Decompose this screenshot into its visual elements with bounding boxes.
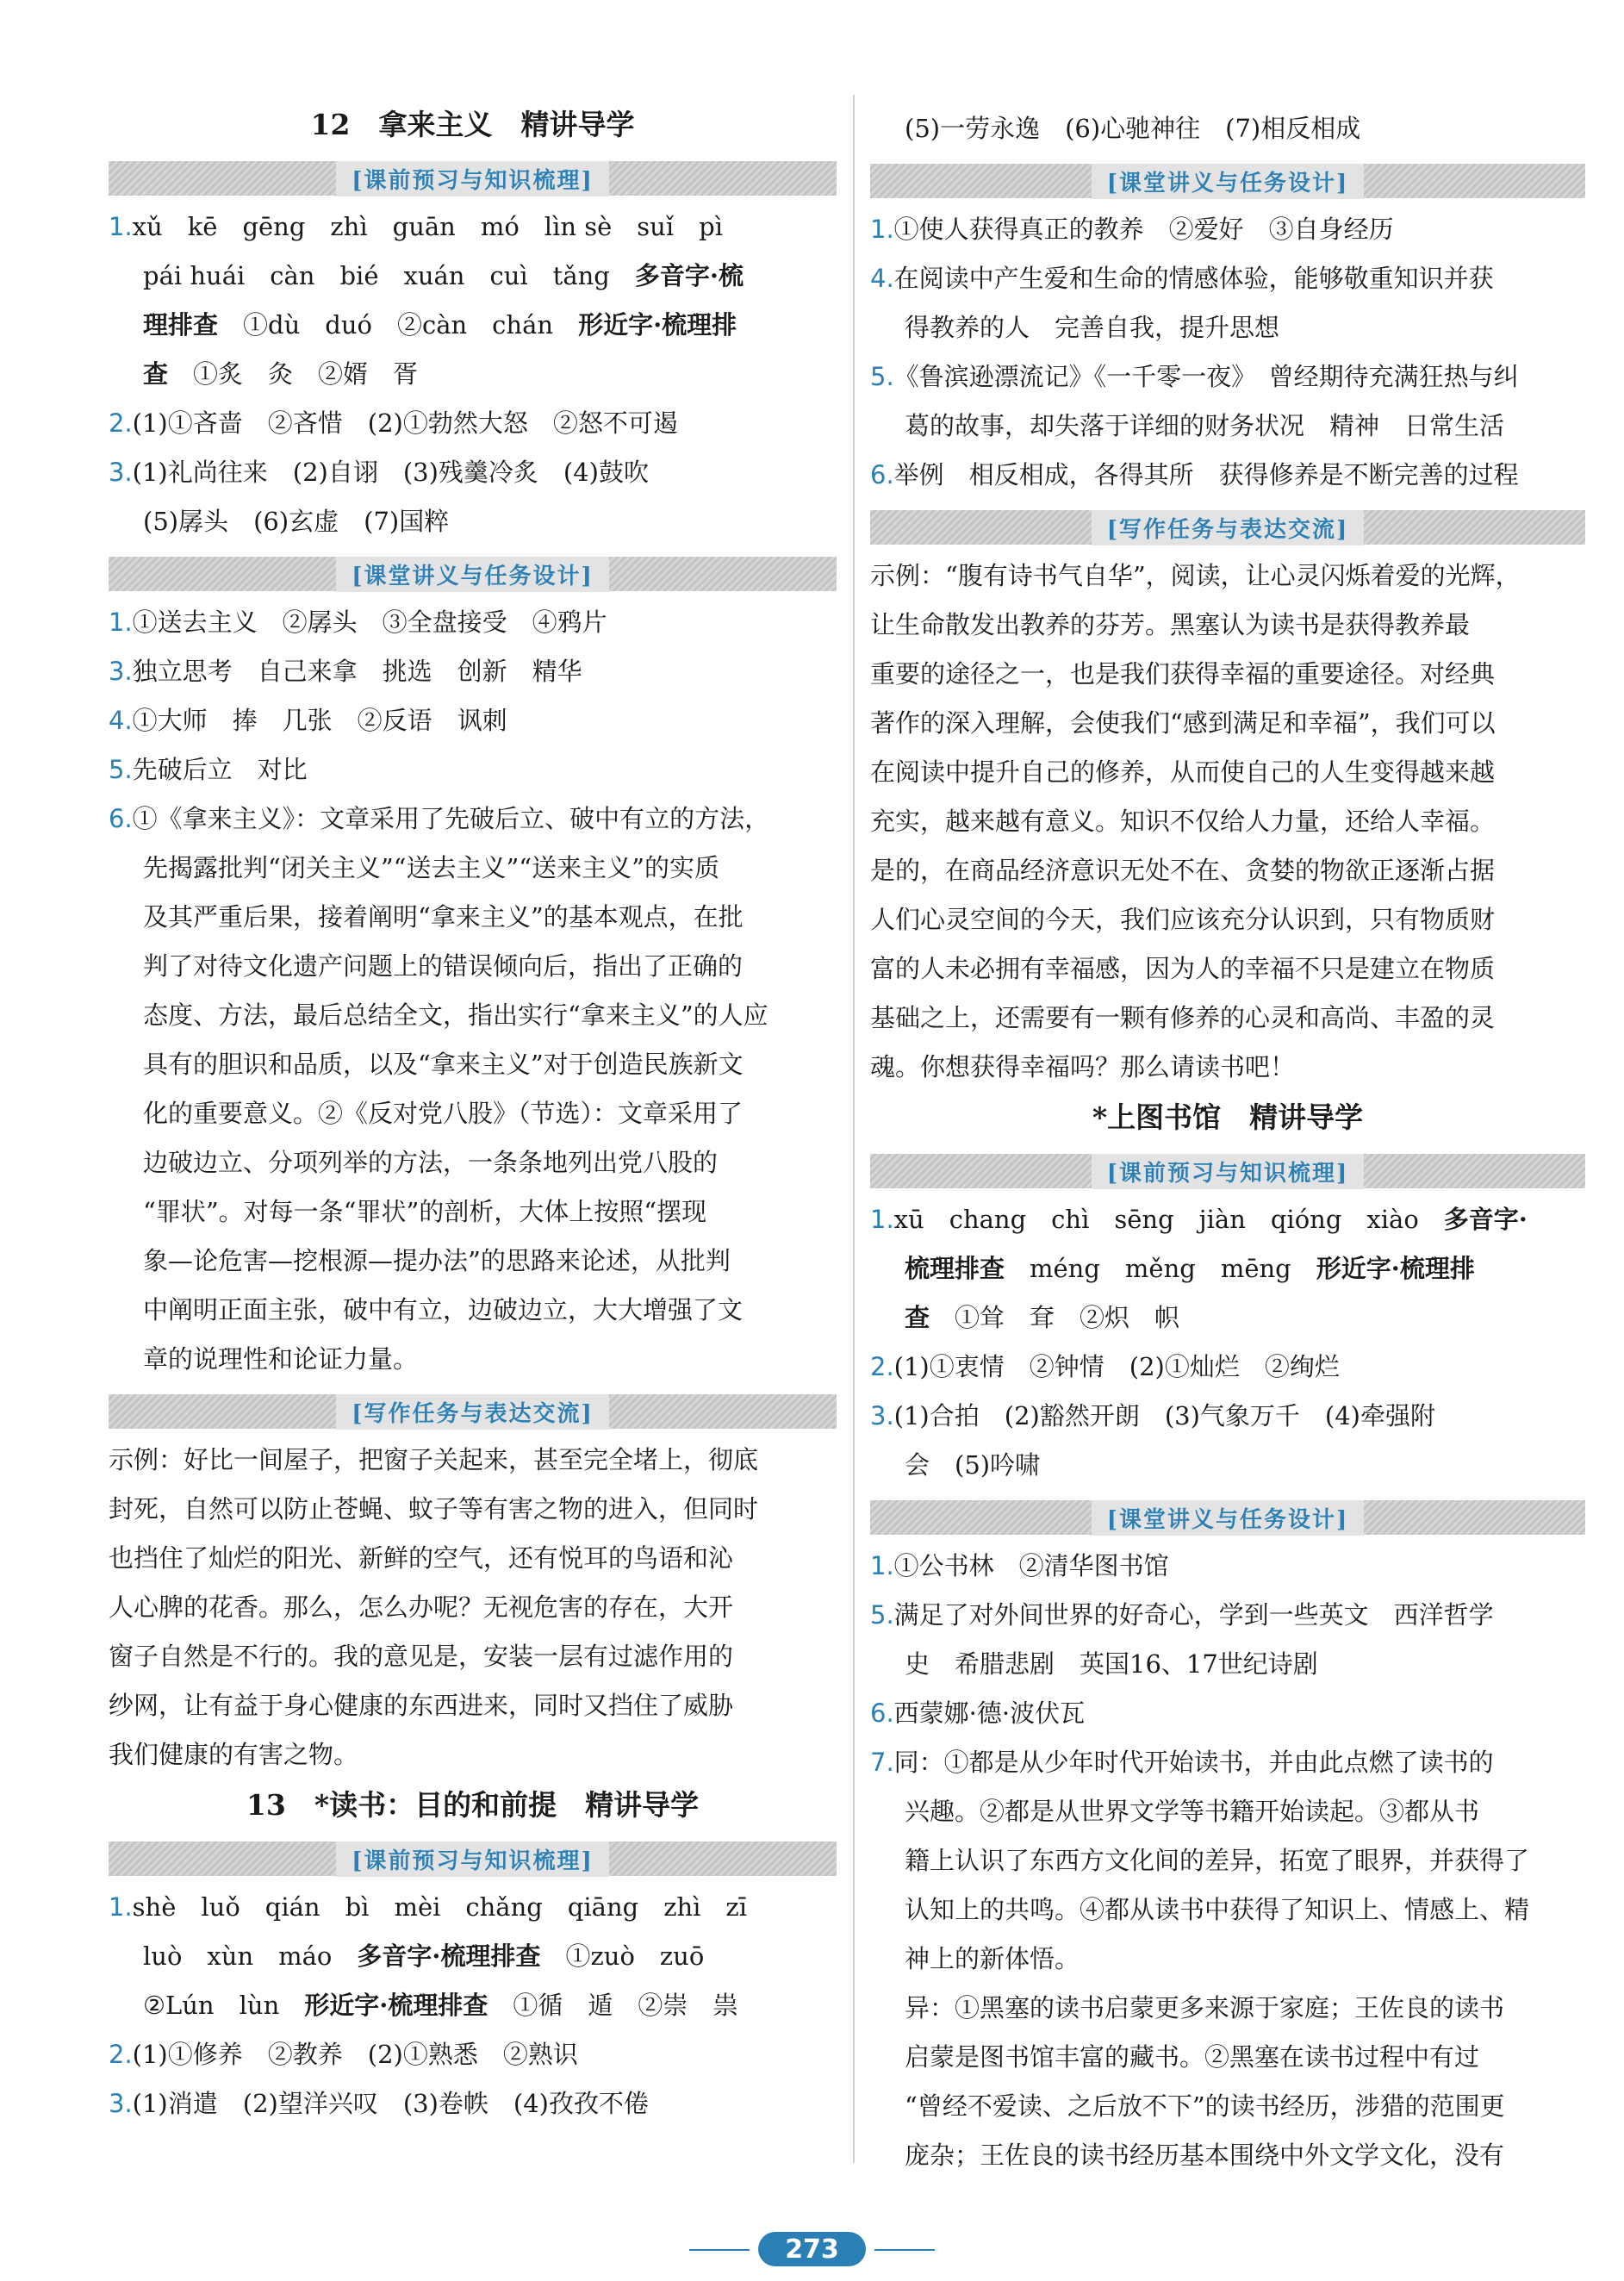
- answer-line: 6.举例 相反相成，各得其所 获得修养是不断完善的过程: [870, 460, 1519, 489]
- answer-line: 人心脾的花香。那么，怎么办呢？无视危害的存在，大开: [109, 1592, 734, 1622]
- section-bar: [写作任务与表达交流]: [870, 510, 1585, 545]
- answer-line: 富的人未必拥有幸福感，因为人的幸福不只是建立在物质: [870, 954, 1496, 983]
- answer-line: 1.xū chang chì sēng jiàn qióng xiào 多音字·: [870, 1205, 1528, 1234]
- section-bar: [课前预习与知识梳理]: [870, 1154, 1585, 1188]
- answer-line: 异：①黑塞的读书启蒙更多来源于家庭；王佐良的读书: [905, 1993, 1505, 2022]
- answer-line: 重要的途径之一，也是我们获得幸福的重要途径。对经典: [870, 659, 1496, 689]
- answer-line: 史 希腊悲剧 英国16、17世纪诗剧: [905, 1649, 1318, 1679]
- answer-line: 1.shè luǒ qián bì mèi chǎng qiāng zhì zī: [109, 1892, 747, 1922]
- answer-line: 示例：好比一间屋子，把窗子关起来，甚至完全堵上，彻底: [109, 1445, 759, 1474]
- answer-line: 章的说理性和论证力量。: [143, 1344, 419, 1374]
- section-bar: [写作任务与表达交流]: [109, 1394, 837, 1429]
- answer-line: 1.①送去主义 ②孱头 ③全盘接受 ④鸦片: [109, 608, 607, 637]
- answer-line: 3.独立思考 自己来拿 挑选 创新 精华: [109, 657, 582, 686]
- answer-line: 查 ①耸 耷 ②炽 帜: [905, 1303, 1180, 1332]
- section-bar: [课前预习与知识梳理]: [109, 1842, 837, 1876]
- answer-line: 6.①《拿来主义》：文章采用了先破后立、破中有立的方法，: [109, 804, 770, 833]
- answer-line: 3.(1)合拍 (2)豁然开朗 (3)气象万千 (4)牵强附: [870, 1401, 1435, 1430]
- answer-line: 魂。你想获得幸福吗？那么请读书吧！: [870, 1052, 1296, 1081]
- answer-line: 象—论危害—挖根源—提办法”的思路来论述，从批判: [143, 1246, 731, 1275]
- answer-line: 兴趣。②都是从世界文学等书籍开始读起。③都从书: [905, 1797, 1480, 1826]
- answer-line: 著作的深入理解，会使我们“感到满足和幸福”，我们可以: [870, 708, 1496, 738]
- answer-line: 示例：“腹有诗书气自华”，阅读，让心灵闪烁着爱的光辉，: [870, 561, 1521, 590]
- answer-line: 化的重要意义。②《反对党八股》（节选）：文章采用了: [143, 1099, 744, 1128]
- answer-line: 人们心灵空间的今天，我们应该充分认识到，只有物质财: [870, 905, 1496, 934]
- section-bar: [课堂讲义与任务设计]: [870, 1500, 1585, 1535]
- answer-line: 4.①大师 捧 几张 ②反语 讽刺: [109, 706, 507, 735]
- lesson-12-title: 12 拿来主义 精讲导学: [310, 108, 635, 141]
- answer-line: 我们健康的有害之物。: [109, 1740, 359, 1769]
- answer-line: 查 ①炙 灸 ②婿 胥: [143, 359, 419, 389]
- answer-line: 3.(1)消遣 (2)望洋兴叹 (3)卷帙 (4)孜孜不倦: [109, 2089, 649, 2118]
- lesson-13-title: 13 *读书：目的和前提 精讲导学: [246, 1788, 700, 1822]
- answer-line: 在阅读中提升自己的修养，从而使自己的人生变得越来越: [870, 757, 1496, 787]
- answer-line: 中阐明正面主张，破中有立，边破边立，大大增强了文: [143, 1295, 744, 1324]
- answer-line: 封死，自然可以防止苍蝇、蚊子等有害之物的进入，但同时: [109, 1494, 759, 1524]
- answer-line: 理排查 ①dù duó ②càn chán 形近字·梳理排: [143, 310, 737, 340]
- answer-line: “曾经不爱读、之后放不下”的读书经历，涉猎的范围更: [905, 2091, 1505, 2121]
- answer-line: 得教养的人 完善自我，提升思想: [905, 313, 1280, 342]
- answer-line: 是的，在商品经济意识无处不在、贪婪的物欲正逐渐占据: [870, 856, 1496, 885]
- answer-line: 让生命散发出教养的芬芳。黑塞认为读书是获得教养最: [870, 610, 1471, 639]
- answer-line: “罪状”。对每一条“罪状”的剖析，大体上按照“摆现: [143, 1197, 707, 1226]
- answer-line: 态度、方法，最后总结全文，指出实行“拿来主义”的人应: [143, 1000, 768, 1030]
- answer-line: luò xùn máo 多音字·梳理排查 ①zuò zuō: [143, 1941, 705, 1971]
- answer-line: 及其严重后果，接着阐明“拿来主义”的基本观点，在批: [143, 902, 744, 932]
- answer-line: 判了对待文化遗产问题上的错误倾向后，指出了正确的: [143, 951, 744, 981]
- answer-line: 5.《鲁滨逊漂流记》《一千零一夜》 曾经期待充满狂热与纠: [870, 362, 1519, 391]
- library-lesson-title: *上图书馆 精讲导学: [1092, 1100, 1364, 1134]
- page-number-rule-left: [689, 2249, 750, 2251]
- answer-line: 6.西蒙娜·德·波伏瓦: [870, 1698, 1086, 1728]
- answer-line: 3.(1)礼尚往来 (2)自诩 (3)残羹冷炙 (4)鼓吹: [109, 458, 649, 487]
- answer-line: (5)孱头 (6)玄虚 (7)国粹: [143, 507, 450, 536]
- answer-line: 5.满足了对外间世界的好奇心，学到一些英文 西洋哲学: [870, 1600, 1494, 1630]
- page-number-rule-right: [874, 2249, 935, 2251]
- answer-line: 也挡住了灿烂的阳光、新鲜的空气，还有悦耳的鸟语和沁: [109, 1543, 734, 1573]
- answer-line: 基础之上，还需要有一颗有修养的心灵和高尚、丰盈的灵: [870, 1003, 1496, 1032]
- section-bar: [课堂讲义与任务设计]: [870, 164, 1585, 198]
- answer-line: 具有的胆识和品质，以及“拿来主义”对于创造民族新文: [143, 1050, 744, 1079]
- answer-line: 窗子自然是不行的。我的意见是，安装一层有过滤作用的: [109, 1642, 734, 1671]
- section-bar: [课堂讲义与任务设计]: [109, 557, 837, 591]
- answer-line: 梳理排查 méng měng mēng 形近字·梳理排: [905, 1254, 1475, 1283]
- answer-line: 庞杂；王佐良的读书经历基本围绕中外文学文化，没有: [905, 2141, 1505, 2170]
- answer-line: 先揭露批判“闭关主义”“送去主义”“送来主义”的实质: [143, 853, 719, 882]
- answer-line: 5.先破后立 对比: [109, 755, 308, 784]
- answer-line: 认知上的共鸣。④都从读书中获得了知识上、情感上、精: [905, 1895, 1530, 1924]
- answer-line: 会 (5)吟啸: [905, 1450, 1041, 1480]
- answer-line: 2.(1)①吝啬 ②吝惜 (2)①勃然大怒 ②怒不可遏: [109, 408, 678, 438]
- answer-line: 4.在阅读中产生爱和生命的情感体验，能够敬重知识并获: [870, 264, 1494, 293]
- answer-line: 边破边立、分项列举的方法，一条条地列出党八股的: [143, 1148, 719, 1177]
- answer-line: ②Lún lùn 形近字·梳理排查 ①循 遁 ②崇 祟: [143, 1991, 738, 2020]
- right-column: [870, 99, 1585, 2180]
- column-divider: [853, 95, 855, 2163]
- answer-line: 启蒙是图书馆丰富的藏书。②黑塞在读书过程中有过: [905, 2042, 1480, 2072]
- answer-line: 纱网，让有益于身心健康的东西进来，同时又挡住了威胁: [109, 1691, 734, 1720]
- page-number: 273: [758, 2232, 866, 2266]
- answer-line: 2.(1)①修养 ②教养 (2)①熟悉 ②熟识: [109, 2040, 578, 2069]
- answer-line: 充实，越来越有意义。知识不仅给人力量，还给人幸福。: [870, 807, 1496, 836]
- answer-line: 1.xǔ kē gēng zhì guān mó lìn sè suǐ pì: [109, 212, 723, 241]
- answer-line: 葛的故事，却失落于详细的财务状况 精神 日常生活: [905, 411, 1505, 440]
- answer-line: 2.(1)①衷情 ②钟情 (2)①灿烂 ②绚烂: [870, 1352, 1340, 1381]
- answer-line: pái huái càn bié xuán cuì tǎng 多音字·梳: [143, 261, 744, 290]
- section-bar: [课前预习与知识梳理]: [109, 161, 837, 196]
- answer-line: (5)一劳永逸 (6)心驰神往 (7)相反相成: [905, 114, 1361, 143]
- left-column: [109, 99, 837, 2128]
- answer-line: 1.①使人获得真正的教养 ②爱好 ③自身经历: [870, 215, 1394, 244]
- answer-line: 籍上认识了东西方文化间的差异，拓宽了眼界，并获得了: [905, 1846, 1530, 1875]
- answer-line: 7.同：①都是从少年时代开始读书，并由此点燃了读书的: [870, 1748, 1494, 1777]
- answer-line: 神上的新体悟。: [905, 1944, 1080, 1973]
- answer-line: 1.①公书林 ②清华图书馆: [870, 1551, 1169, 1580]
